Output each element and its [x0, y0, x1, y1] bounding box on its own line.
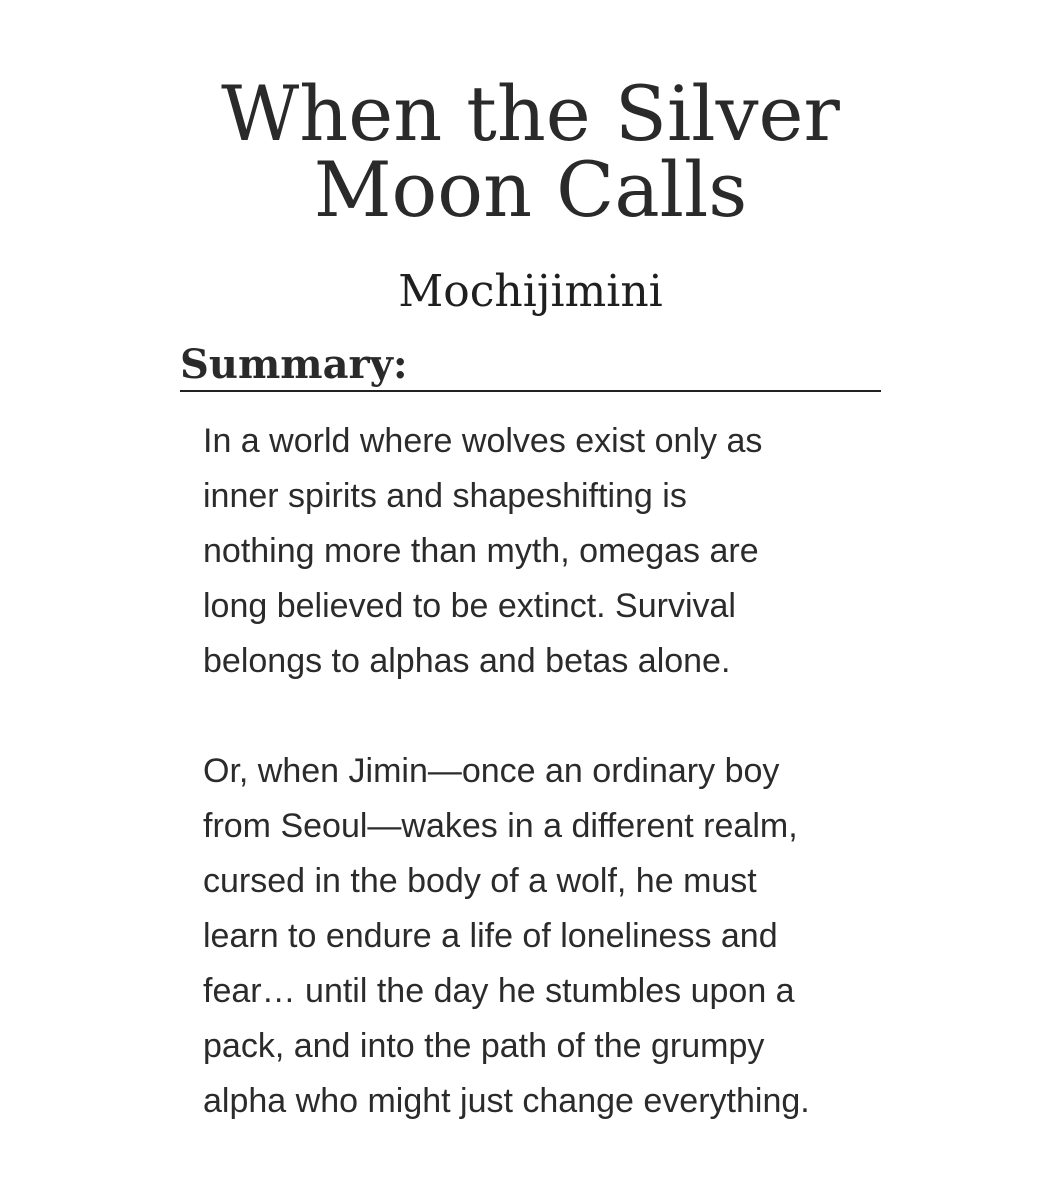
summary-line: In a world where wolves exist only as	[203, 422, 763, 460]
summary-line: from Seoul—wakes in a different realm,	[203, 807, 798, 845]
summary-line: Or, when Jimin—once an ordinary boy	[203, 752, 780, 790]
summary-line: long believed to be extinct. Survival	[203, 587, 736, 625]
summary-line: pack, and into the path of the grumpy	[203, 1027, 765, 1065]
work-title	[130, 69, 931, 234]
summary-heading: Summary:	[180, 340, 881, 392]
summary-line: belongs to alphas and betas alone.	[203, 642, 731, 680]
summary-line: cursed in the body of a wolf, he must	[203, 862, 757, 900]
work-title-line-2: Moon Calls	[313, 145, 748, 234]
summary-text	[203, 414, 883, 1129]
work-title-line-1: When the Silver	[221, 69, 840, 158]
summary-line: inner spirits and shapeshifting is	[203, 477, 687, 515]
summary-line: learn to endure a life of loneliness and	[203, 917, 778, 955]
paragraph-gap	[203, 689, 883, 744]
author-name[interactable]: Mochijimini	[398, 266, 663, 317]
summary-line: alpha who might just change everything.	[203, 1082, 810, 1120]
summary-line: fear… until the day he stumbles upon a	[203, 972, 795, 1010]
summary-line: nothing more than myth, omegas are	[203, 532, 759, 570]
